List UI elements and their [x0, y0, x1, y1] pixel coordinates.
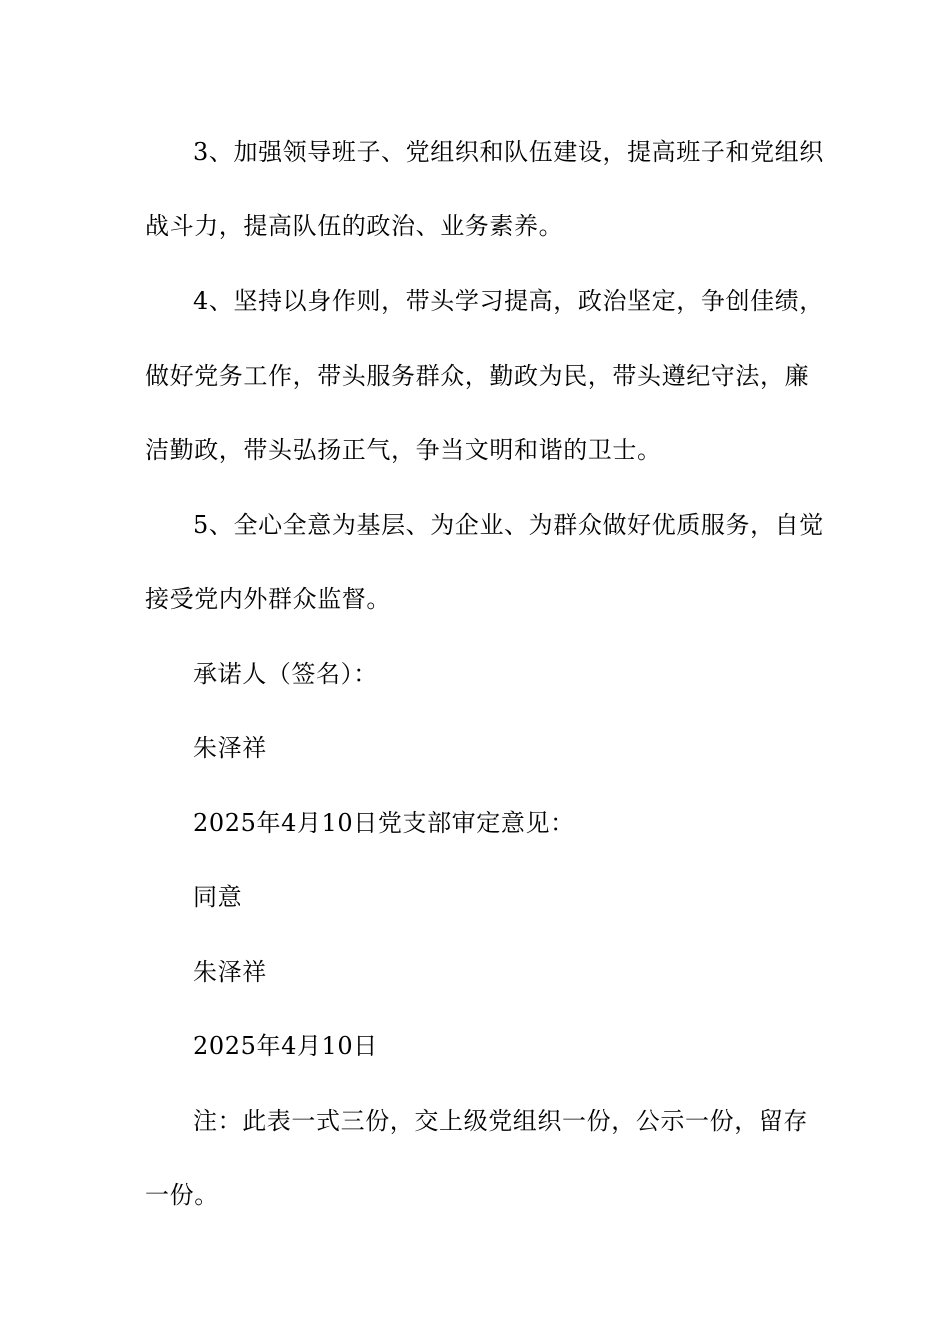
- item-4-line-3: 洁勤政，带头弘扬正气，争当文明和谐的卫士。: [145, 436, 662, 464]
- item-4-line-1: 4、坚持以身作则，带头学习提高，政治坚定，争创佳绩，: [193, 287, 824, 315]
- item-3-line-2: 战斗力，提高队伍的政治、业务素养。: [145, 212, 564, 240]
- item-3-line-1: 3、加强领导班子、党组织和队伍建设，提高班子和党组织: [193, 138, 824, 166]
- item-5-line-1: 5、全心全意为基层、为企业、为群众做好优质服务，自觉: [193, 511, 824, 539]
- item-4-line-2: 做好党务工作，带头服务群众，勤政为民，带头遵纪守法，廉: [145, 362, 810, 390]
- branch-signer: 朱泽祥: [193, 958, 267, 986]
- branch-date: 2025年4月10日: [193, 1032, 378, 1060]
- signer-label: 承诺人（签名）：: [193, 660, 378, 688]
- date-and-branch-label: 2025年4月10日党支部审定意见：: [193, 809, 575, 837]
- note-line-2: 一份。: [145, 1181, 219, 1209]
- note-line-1: 注：此表一式三份，交上级党组织一份，公示一份，留存: [193, 1107, 808, 1135]
- signer-name: 朱泽祥: [193, 734, 267, 762]
- branch-opinion: 同意: [193, 883, 243, 911]
- item-5-line-2: 接受党内外群众监督。: [145, 585, 391, 613]
